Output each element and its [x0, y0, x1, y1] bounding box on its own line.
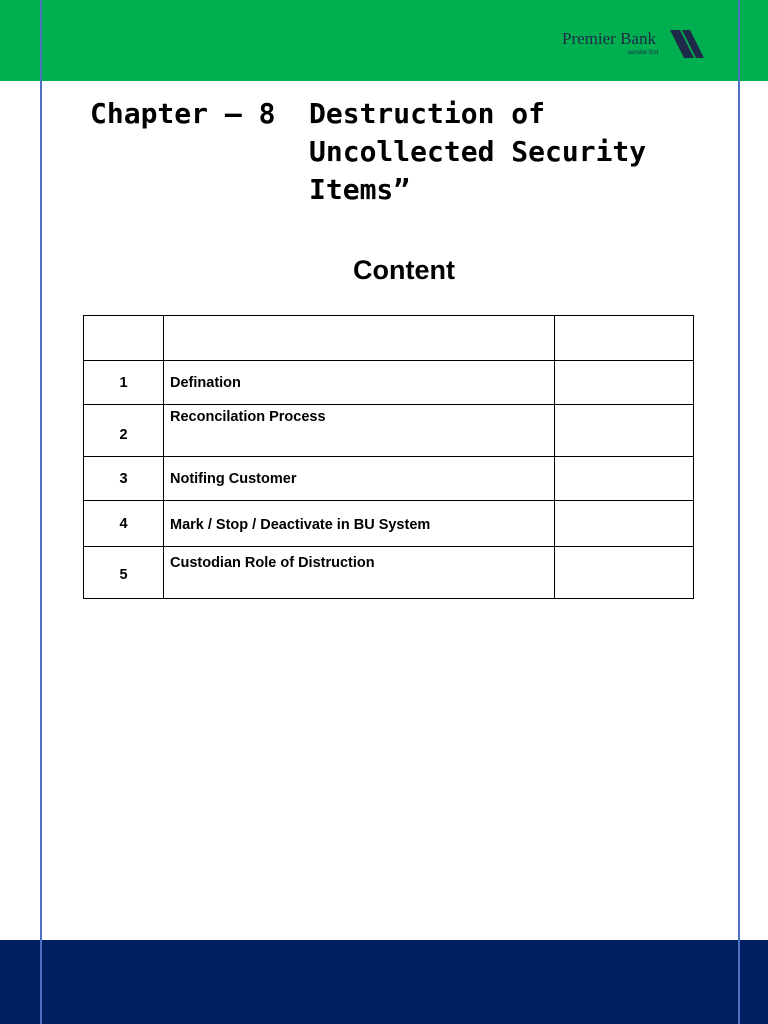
chapter-heading: Destruction of Uncollected Security Items” [309, 97, 647, 206]
left-margin-line [40, 0, 42, 1024]
row-number: 5 [84, 547, 164, 599]
brand-logo [562, 24, 712, 64]
row-title: Reconcilation Process [164, 405, 555, 457]
header-cell-title [164, 316, 555, 361]
row-number: 4 [84, 501, 164, 547]
row-page [554, 405, 693, 457]
row-title: Defination [164, 361, 555, 405]
row-title: Notifing Customer [164, 457, 555, 501]
contents-table [83, 315, 694, 599]
header-cell-number [84, 316, 164, 361]
brand-name: Premier Bank [562, 29, 656, 48]
table-row [84, 457, 694, 501]
footer-band [0, 940, 768, 1024]
content-heading: Content [353, 255, 455, 285]
table-row [84, 361, 694, 405]
brand-tagline: service first [628, 50, 659, 56]
row-title: Custodian Role of Distruction [164, 547, 555, 599]
row-page [554, 501, 693, 547]
table-row [84, 501, 694, 547]
premier-bank-logo-icon [668, 26, 708, 62]
row-page [554, 547, 693, 599]
table-row [84, 405, 694, 457]
row-page [554, 361, 693, 405]
row-number: 2 [84, 405, 164, 457]
table-header-row [84, 316, 694, 361]
chapter-label: Chapter – 8 [90, 97, 276, 130]
row-title: Mark / Stop / Deactivate in BU System [164, 501, 555, 547]
row-page [554, 457, 693, 501]
header-cell-page [554, 316, 693, 361]
right-margin-line [738, 0, 740, 1024]
row-number: 1 [84, 361, 164, 405]
table-row [84, 547, 694, 599]
row-number: 3 [84, 457, 164, 501]
